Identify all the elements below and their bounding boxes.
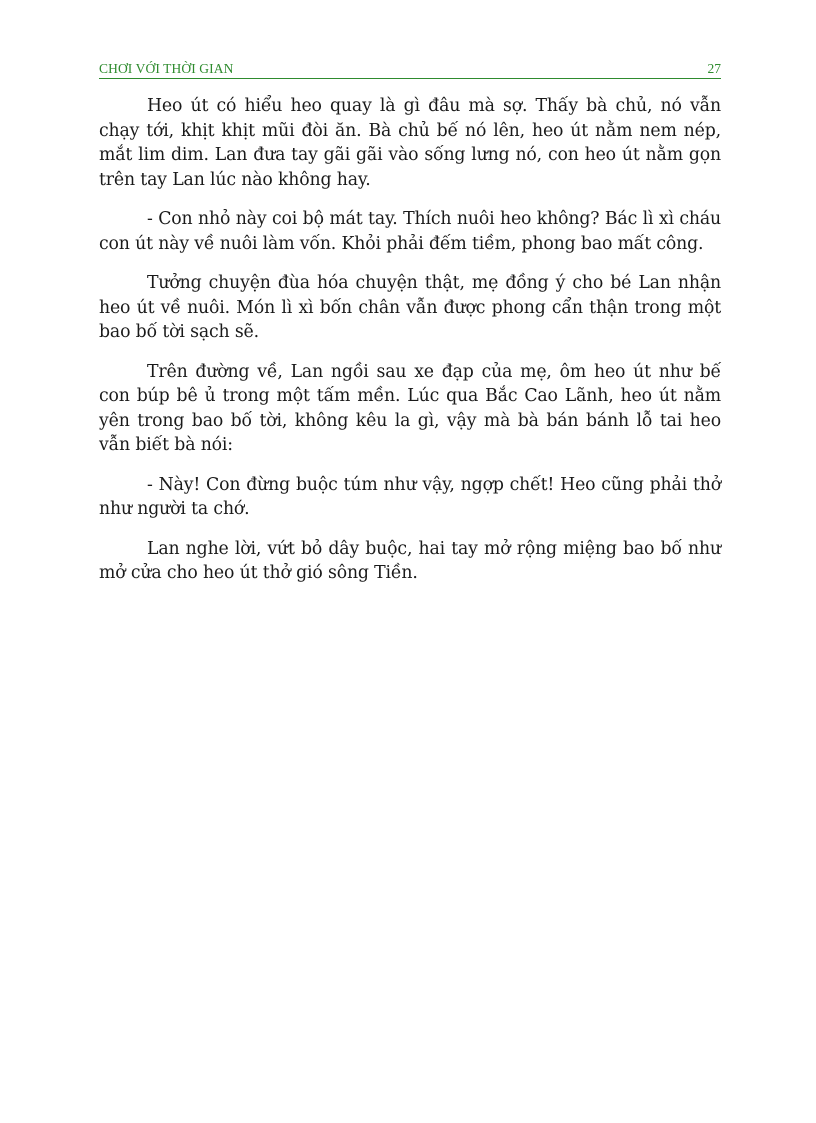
paragraph: - Này! Con đừng buộc túm như vậy, ngợp chết! Heo cũng phải thở như người ta chớ. bbox=[99, 474, 721, 519]
body-text bbox=[99, 94, 721, 601]
page-header bbox=[99, 60, 721, 79]
paragraph: - Con nhỏ này coi bộ mát tay. Thích nuôi heo không? Bác lì xì cháu con út này về nuôi làm vốn. Khỏi phải đếm tiềm, phong bao mất công. bbox=[99, 209, 721, 254]
paragraph: Lan nghe lời, vứt bỏ dây buộc, hai tay mở rộng miệng bao bố như mở cửa cho heo út thở gió sông Tiền. bbox=[99, 538, 721, 583]
running-title: CHƠI VỚI THỜI GIAN bbox=[99, 61, 234, 76]
page-number: 27 bbox=[707, 61, 721, 76]
paragraph: Tưởng chuyện đùa hóa chuyện thật, mẹ đồng ý cho bé Lan nhận heo út về nuôi. Món lì xì bốn chân vẫn được phong cẩn thận trong một bao bố tời sạch sẽ. bbox=[99, 273, 721, 342]
paragraph: Heo út có hiểu heo quay là gì đâu mà sợ. Thấy bà chủ, nó vẫn chạy tới, khịt khịt mũi đòi ăn. Bà chủ bế nó lên, heo út nằm nem nép, mắt lim dim. Lan đưa tay gãi gãi vào sống lưng nó, con heo út nằm gọn trên tay Lan lúc nào không hay. bbox=[99, 96, 721, 190]
paragraph: Trên đường về, Lan ngồi sau xe đạp của mẹ, ôm heo út như bế con búp bê ủ trong một tấm mền. Lúc qua Bắc Cao Lãnh, heo út nằm yên trong bao bố tời, không kêu la gì, vậy mà bà bán bánh lỗ tai heo vẫn biết bà nói: bbox=[99, 361, 721, 455]
